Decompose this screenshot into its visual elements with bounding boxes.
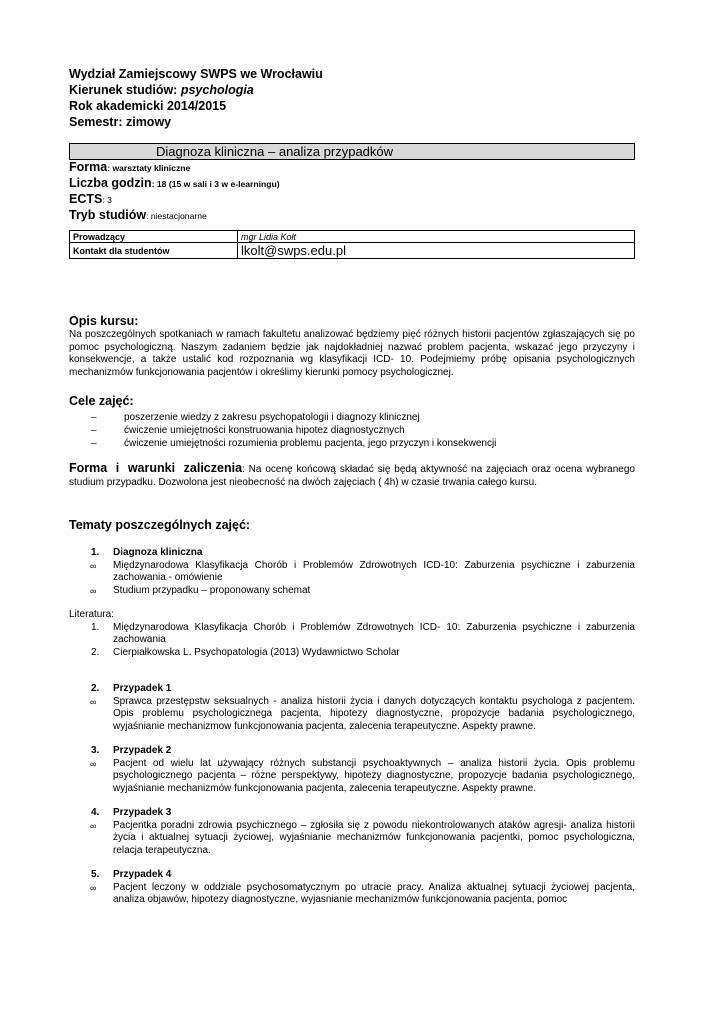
- topic-4-text: ∞ Pacjentka poradni zdrowia psychicznego – zgłosiła się z powodu niekontrolowanych ataków agresji- analiza historii życia i aktualnej sytuacji życiowej, wyjaśnianie mechanizmów funkcjonowania pacjentki, pomoc psychologiczna, relacja terapeutyczna.: [69, 820, 635, 858]
- meta-hours: [69, 176, 635, 192]
- forma-label: Forma: [69, 160, 108, 174]
- topics-section: [69, 517, 635, 907]
- topic-5-title: 5. Przypadek 4: [91, 869, 172, 880]
- topic-2-title: 2. Przypadek 1: [91, 683, 172, 694]
- list-item: – ćwiczenie umiejętności konstruowania hipotez diagnostycznych: [69, 424, 635, 437]
- table-row: [70, 231, 635, 243]
- meta-ects: [69, 192, 635, 208]
- tryb-value: : niestacjonarne: [146, 211, 207, 221]
- literature-label: Literatura:: [69, 609, 115, 620]
- topic-2-text: ∞ Sprawca przestępstw seksualnych - analiza historii życia i danych dotyczących kontaktu psychologa z pacjentem. Opis problemu psychologicznega pacjenta, hipotezy diagnostyczne, propozycje badania psychologicznego, wyjaśnianie mechanizmow funkcjonowania pacjenta, zalecenia terapeutyczne. Aspekty prawne.: [69, 696, 635, 734]
- course-description-heading: Opis kursu:: [69, 314, 139, 328]
- hours-value: : 18 (15 w sali i 3 w e-learningu): [151, 179, 280, 189]
- course-meta: [69, 160, 635, 224]
- meta-forma: [69, 160, 635, 176]
- course-title: Diagnoza kliniczna – analiza przypadków: [69, 143, 635, 160]
- topic-3-text: ∞ Pacjent od wielu lat używający różnych substancji psychoaktywnych – analiza historii życia. Opis problemu psychologicznego pacjenta – różne perspektywy, hipotezy diagnostyczne, propozycje badania psychologicznego, wyjaśnianie mechanizmów funkcjonowania pacjenta, zalecenia terapeutyczne. Aspekty prawne.: [69, 758, 635, 796]
- assessment-paragraph: [69, 462, 635, 489]
- topics-heading: Tematy poszczególnych zajęć:: [69, 518, 251, 532]
- lecturer-label: Prowadzący: [70, 231, 238, 243]
- ects-label: ECTS: [69, 192, 103, 206]
- goals-heading: Cele zajęć:: [69, 394, 134, 408]
- topic-5-text: ∞ Pacjent leczony w oddziale psychosomatycznym po utracie pracy. Analiza aktualnej sytuacji życiowej pacjenta, analiza objawów, hipotezy diagnostyczne, wyjasnianie mechanizmów funkcjonowania pacjenta, pomoc: [69, 882, 635, 907]
- forma-value: : warsztaty kliniczne: [107, 163, 191, 173]
- assessment-text: : Na ocenę końcową składać się będą aktywność na zajęciach oraz ocena wybranego studium przypadku. Dozwolona jest nieobecność na dwóch zajęciach ( 4h) w czasie trwania całego kursu.: [69, 464, 635, 488]
- topic-1-title: 1. Diagnoza kliniczna: [91, 547, 203, 558]
- hours-label: Liczba godzin: [69, 176, 152, 190]
- goals-section: [69, 393, 635, 450]
- meta-tryb: [69, 208, 635, 224]
- contact-email: lkolt@swps.edu.pl: [238, 243, 635, 259]
- course-description-text: Na poszczególnych spotkaniach w ramach fakultetu analizować będziemy pięć różnych historii pacjentów zgłaszających się po pomoc psychologiczną. Naszym zadaniem będzie jak najdokładniej nazwać problem pacjenta, wskazać jego przyczyny i konsekwencje, a także ustalić kod rozpoznania wg klasyfikacji ICD- 10. Podejmiemy próbę opisania psychologicznych mechanizmów funkcjonowania pacjentów i określimy kierunki pomocy psychologicznej.: [69, 329, 635, 378]
- lecturer-value: mgr Lidia Kołt: [238, 231, 635, 243]
- goals-list: [69, 411, 635, 450]
- table-row: [70, 243, 635, 259]
- faculty-name: Wydział Zamiejscowy SWPS we Wrocławiu: [69, 67, 323, 81]
- academic-year: Rok akademicki 2014/2015: [69, 99, 227, 113]
- contact-table: [69, 230, 635, 259]
- topic-4-title: 4. Przypadek 3: [91, 807, 172, 818]
- field-value: psychologia: [180, 83, 254, 97]
- list-item: – ćwiczenie umiejętności rozumienia problemu pacjenta, jego przyczyn i konsekwencji: [69, 437, 635, 450]
- literature-item: 2. Cierpiałkowska L. Psychopatologia (2013) Wydawnictwo Scholar: [91, 646, 400, 658]
- assessment-label: Forma i warunki zaliczenia: [69, 461, 243, 475]
- list-item: ∞ Międzynarodowa Klasyfikacja Chorób i Problemów Zdrowotnych ICD-10: Zaburzenia psychiczne i zaburzenia zachowania - omówienie: [69, 560, 635, 585]
- document-page: [69, 66, 635, 907]
- document-header: [69, 66, 635, 130]
- literature-item: 1. Międzynarodowa Klasyfikacja Chorób i Problemów Zdrowotnych ICD- 10: Zaburzenia psychiczne i zaburzenia zachowania: [91, 621, 635, 645]
- field-of-study: [69, 82, 635, 98]
- contact-label: Kontakt dla studentów: [70, 243, 238, 259]
- list-item: ∞ Studium przypadku – proponowany schemat: [69, 585, 635, 598]
- tryb-label: Tryb studiów: [69, 208, 147, 222]
- course-description-section: [69, 313, 635, 379]
- ects-value: : 3: [102, 195, 112, 205]
- field-label: Kierunek studiów:: [69, 83, 181, 97]
- list-item: – poszerzenie wiedzy z zakresu psychopatologii i diagnozy klinicznej: [69, 411, 635, 424]
- semester: Semestr: zimowy: [69, 115, 172, 129]
- topic-3-title: 3. Przypadek 2: [91, 745, 172, 756]
